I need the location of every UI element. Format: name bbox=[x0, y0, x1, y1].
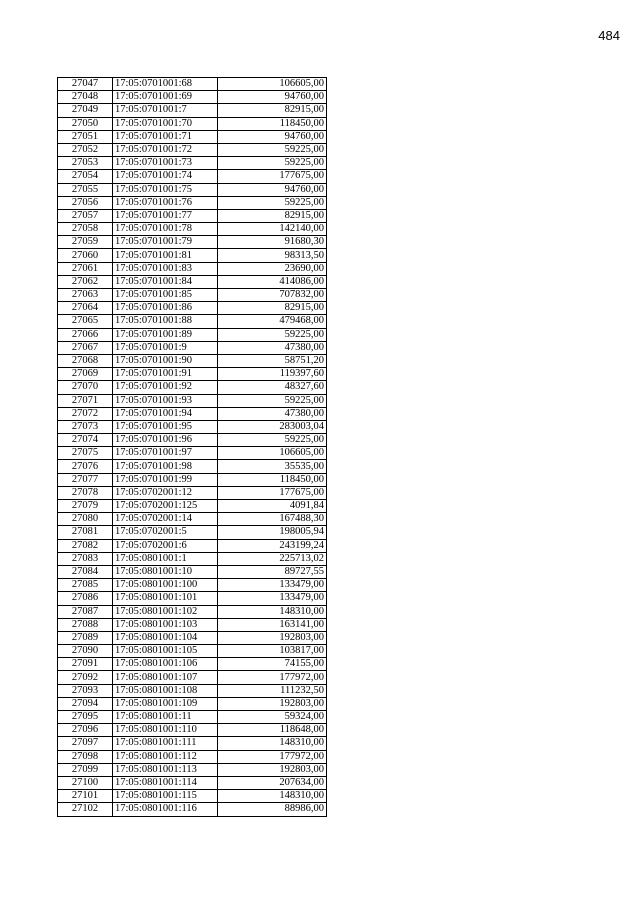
cadastral-number-cell: 17:05:0801001:106 bbox=[113, 658, 218, 671]
row-number-cell: 27089 bbox=[58, 631, 113, 644]
table-row bbox=[58, 170, 327, 183]
cadastral-number-cell: 17:05:0701001:70 bbox=[113, 117, 218, 130]
row-number-cell: 27050 bbox=[58, 117, 113, 130]
cadastral-number-cell: 17:05:0701001:95 bbox=[113, 420, 218, 433]
row-number-cell: 27094 bbox=[58, 697, 113, 710]
value-cell: 198005,94 bbox=[218, 526, 327, 539]
cadastral-number-cell: 17:05:0701001:7 bbox=[113, 104, 218, 117]
value-cell: 167488,30 bbox=[218, 513, 327, 526]
table-row bbox=[58, 236, 327, 249]
table-row bbox=[58, 592, 327, 605]
cadastral-number-cell: 17:05:0701001:74 bbox=[113, 170, 218, 183]
table-row bbox=[58, 803, 327, 816]
row-number-cell: 27091 bbox=[58, 658, 113, 671]
cadastral-number-cell: 17:05:0701001:94 bbox=[113, 407, 218, 420]
table-row bbox=[58, 420, 327, 433]
cadastral-number-cell: 17:05:0801001:112 bbox=[113, 750, 218, 763]
cadastral-number-cell: 17:05:0701001:71 bbox=[113, 130, 218, 143]
cadastral-number-cell: 17:05:0701001:91 bbox=[113, 368, 218, 381]
table-row bbox=[58, 618, 327, 631]
table-row bbox=[58, 486, 327, 499]
value-cell: 118450,00 bbox=[218, 117, 327, 130]
cadastral-value-table bbox=[57, 77, 327, 817]
cadastral-number-cell: 17:05:0801001:109 bbox=[113, 697, 218, 710]
table-row bbox=[58, 183, 327, 196]
cadastral-number-cell: 17:05:0701001:72 bbox=[113, 143, 218, 156]
row-number-cell: 27071 bbox=[58, 394, 113, 407]
value-cell: 4091,84 bbox=[218, 500, 327, 513]
cadastral-number-cell: 17:05:0701001:68 bbox=[113, 78, 218, 91]
row-number-cell: 27084 bbox=[58, 565, 113, 578]
table-row bbox=[58, 78, 327, 91]
cadastral-number-cell: 17:05:0801001:107 bbox=[113, 671, 218, 684]
value-cell: 225713,02 bbox=[218, 552, 327, 565]
table-row bbox=[58, 750, 327, 763]
table-row bbox=[58, 763, 327, 776]
value-cell: 111232,50 bbox=[218, 684, 327, 697]
value-cell: 94760,00 bbox=[218, 130, 327, 143]
cadastral-number-cell: 17:05:0701001:98 bbox=[113, 460, 218, 473]
cadastral-number-cell: 17:05:0701001:75 bbox=[113, 183, 218, 196]
row-number-cell: 27099 bbox=[58, 763, 113, 776]
cadastral-number-cell: 17:05:0701001:89 bbox=[113, 328, 218, 341]
table-row bbox=[58, 289, 327, 302]
row-number-cell: 27063 bbox=[58, 289, 113, 302]
table-row bbox=[58, 526, 327, 539]
table-row bbox=[58, 684, 327, 697]
table-row bbox=[58, 328, 327, 341]
table-row bbox=[58, 565, 327, 578]
table-row bbox=[58, 658, 327, 671]
table-row bbox=[58, 447, 327, 460]
cadastral-number-cell: 17:05:0801001:108 bbox=[113, 684, 218, 697]
cadastral-number-cell: 17:05:0701001:78 bbox=[113, 223, 218, 236]
value-cell: 59225,00 bbox=[218, 434, 327, 447]
row-number-cell: 27077 bbox=[58, 473, 113, 486]
row-number-cell: 27079 bbox=[58, 500, 113, 513]
cadastral-number-cell: 17:05:0701001:86 bbox=[113, 302, 218, 315]
cadastral-number-cell: 17:05:0701001:69 bbox=[113, 91, 218, 104]
value-cell: 91680,30 bbox=[218, 236, 327, 249]
row-number-cell: 27052 bbox=[58, 143, 113, 156]
row-number-cell: 27062 bbox=[58, 275, 113, 288]
value-cell: 177675,00 bbox=[218, 170, 327, 183]
value-cell: 177972,00 bbox=[218, 750, 327, 763]
value-cell: 59225,00 bbox=[218, 196, 327, 209]
cadastral-number-cell: 17:05:0702001:5 bbox=[113, 526, 218, 539]
value-cell: 82915,00 bbox=[218, 104, 327, 117]
row-number-cell: 27049 bbox=[58, 104, 113, 117]
value-cell: 47380,00 bbox=[218, 341, 327, 354]
cadastral-number-cell: 17:05:0801001:105 bbox=[113, 645, 218, 658]
value-cell: 35535,00 bbox=[218, 460, 327, 473]
value-cell: 142140,00 bbox=[218, 223, 327, 236]
table-row bbox=[58, 275, 327, 288]
row-number-cell: 27078 bbox=[58, 486, 113, 499]
row-number-cell: 27095 bbox=[58, 711, 113, 724]
table-row bbox=[58, 394, 327, 407]
row-number-cell: 27072 bbox=[58, 407, 113, 420]
table-row bbox=[58, 249, 327, 262]
cadastral-number-cell: 17:05:0701001:97 bbox=[113, 447, 218, 460]
cadastral-number-cell: 17:05:0701001:92 bbox=[113, 381, 218, 394]
table-row bbox=[58, 143, 327, 156]
row-number-cell: 27073 bbox=[58, 420, 113, 433]
cadastral-number-cell: 17:05:0701001:90 bbox=[113, 354, 218, 367]
value-cell: 89727,55 bbox=[218, 565, 327, 578]
table-row bbox=[58, 500, 327, 513]
table-row bbox=[58, 513, 327, 526]
row-number-cell: 27053 bbox=[58, 157, 113, 170]
table-row bbox=[58, 262, 327, 275]
table-row bbox=[58, 790, 327, 803]
cadastral-number-cell: 17:05:0702001:6 bbox=[113, 539, 218, 552]
cadastral-number-cell: 17:05:0801001:101 bbox=[113, 592, 218, 605]
value-cell: 479468,00 bbox=[218, 315, 327, 328]
row-number-cell: 27076 bbox=[58, 460, 113, 473]
value-cell: 98313,50 bbox=[218, 249, 327, 262]
row-number-cell: 27083 bbox=[58, 552, 113, 565]
value-cell: 243199,24 bbox=[218, 539, 327, 552]
row-number-cell: 27061 bbox=[58, 262, 113, 275]
value-cell: 118450,00 bbox=[218, 473, 327, 486]
row-number-cell: 27081 bbox=[58, 526, 113, 539]
value-cell: 58751,20 bbox=[218, 354, 327, 367]
value-cell: 59225,00 bbox=[218, 394, 327, 407]
value-cell: 94760,00 bbox=[218, 183, 327, 196]
row-number-cell: 27054 bbox=[58, 170, 113, 183]
table-row bbox=[58, 354, 327, 367]
value-cell: 148310,00 bbox=[218, 737, 327, 750]
table-row bbox=[58, 552, 327, 565]
value-cell: 103817,00 bbox=[218, 645, 327, 658]
row-number-cell: 27055 bbox=[58, 183, 113, 196]
cadastral-number-cell: 17:05:0701001:85 bbox=[113, 289, 218, 302]
cadastral-number-cell: 17:05:0701001:88 bbox=[113, 315, 218, 328]
cadastral-number-cell: 17:05:0801001:116 bbox=[113, 803, 218, 816]
table-row bbox=[58, 315, 327, 328]
cadastral-number-cell: 17:05:0801001:111 bbox=[113, 737, 218, 750]
row-number-cell: 27080 bbox=[58, 513, 113, 526]
row-number-cell: 27065 bbox=[58, 315, 113, 328]
row-number-cell: 27100 bbox=[58, 776, 113, 789]
value-cell: 59324,00 bbox=[218, 711, 327, 724]
page-number: 484 bbox=[598, 28, 620, 43]
table-row bbox=[58, 605, 327, 618]
row-number-cell: 27097 bbox=[58, 737, 113, 750]
table-row bbox=[58, 434, 327, 447]
value-cell: 59225,00 bbox=[218, 143, 327, 156]
cadastral-number-cell: 17:05:0701001:84 bbox=[113, 275, 218, 288]
table-row bbox=[58, 130, 327, 143]
cadastral-number-cell: 17:05:0801001:103 bbox=[113, 618, 218, 631]
value-cell: 94760,00 bbox=[218, 91, 327, 104]
row-number-cell: 27075 bbox=[58, 447, 113, 460]
row-number-cell: 27098 bbox=[58, 750, 113, 763]
value-cell: 82915,00 bbox=[218, 302, 327, 315]
table-row bbox=[58, 381, 327, 394]
table-row bbox=[58, 302, 327, 315]
row-number-cell: 27096 bbox=[58, 724, 113, 737]
row-number-cell: 27059 bbox=[58, 236, 113, 249]
table-row bbox=[58, 104, 327, 117]
cadastral-number-cell: 17:05:0701001:77 bbox=[113, 209, 218, 222]
cadastral-number-cell: 17:05:0701001:83 bbox=[113, 262, 218, 275]
row-number-cell: 27057 bbox=[58, 209, 113, 222]
cadastral-number-cell: 17:05:0801001:100 bbox=[113, 579, 218, 592]
value-cell: 414086,00 bbox=[218, 275, 327, 288]
value-cell: 119397,60 bbox=[218, 368, 327, 381]
value-cell: 82915,00 bbox=[218, 209, 327, 222]
cadastral-number-cell: 17:05:0801001:104 bbox=[113, 631, 218, 644]
row-number-cell: 27092 bbox=[58, 671, 113, 684]
table-row bbox=[58, 117, 327, 130]
table-row bbox=[58, 631, 327, 644]
value-cell: 207634,00 bbox=[218, 776, 327, 789]
table-row bbox=[58, 196, 327, 209]
value-cell: 192803,00 bbox=[218, 763, 327, 776]
value-cell: 118648,00 bbox=[218, 724, 327, 737]
row-number-cell: 27060 bbox=[58, 249, 113, 262]
table-row bbox=[58, 209, 327, 222]
value-cell: 59225,00 bbox=[218, 328, 327, 341]
value-cell: 148310,00 bbox=[218, 790, 327, 803]
cadastral-number-cell: 17:05:0702001:14 bbox=[113, 513, 218, 526]
value-cell: 133479,00 bbox=[218, 592, 327, 605]
row-number-cell: 27056 bbox=[58, 196, 113, 209]
cadastral-number-cell: 17:05:0702001:125 bbox=[113, 500, 218, 513]
table-row bbox=[58, 737, 327, 750]
row-number-cell: 27058 bbox=[58, 223, 113, 236]
value-cell: 133479,00 bbox=[218, 579, 327, 592]
table-row bbox=[58, 724, 327, 737]
row-number-cell: 27069 bbox=[58, 368, 113, 381]
table-row bbox=[58, 157, 327, 170]
cadastral-number-cell: 17:05:0701001:76 bbox=[113, 196, 218, 209]
table-row bbox=[58, 711, 327, 724]
row-number-cell: 27101 bbox=[58, 790, 113, 803]
value-cell: 23690,00 bbox=[218, 262, 327, 275]
value-cell: 48327,60 bbox=[218, 381, 327, 394]
table-row bbox=[58, 539, 327, 552]
value-cell: 177675,00 bbox=[218, 486, 327, 499]
row-number-cell: 27086 bbox=[58, 592, 113, 605]
row-number-cell: 27066 bbox=[58, 328, 113, 341]
row-number-cell: 27067 bbox=[58, 341, 113, 354]
cadastral-number-cell: 17:05:0701001:96 bbox=[113, 434, 218, 447]
cadastral-number-cell: 17:05:0801001:10 bbox=[113, 565, 218, 578]
value-cell: 148310,00 bbox=[218, 605, 327, 618]
table-row bbox=[58, 91, 327, 104]
cadastral-number-cell: 17:05:0701001:93 bbox=[113, 394, 218, 407]
table-row bbox=[58, 473, 327, 486]
cadastral-number-cell: 17:05:0801001:102 bbox=[113, 605, 218, 618]
table-row bbox=[58, 579, 327, 592]
value-cell: 74155,00 bbox=[218, 658, 327, 671]
value-cell: 177972,00 bbox=[218, 671, 327, 684]
cadastral-number-cell: 17:05:0701001:73 bbox=[113, 157, 218, 170]
row-number-cell: 27082 bbox=[58, 539, 113, 552]
cadastral-number-cell: 17:05:0702001:12 bbox=[113, 486, 218, 499]
cadastral-number-cell: 17:05:0801001:110 bbox=[113, 724, 218, 737]
table-row bbox=[58, 341, 327, 354]
table-row bbox=[58, 645, 327, 658]
row-number-cell: 27070 bbox=[58, 381, 113, 394]
table-body bbox=[58, 78, 327, 817]
row-number-cell: 27090 bbox=[58, 645, 113, 658]
value-cell: 707832,00 bbox=[218, 289, 327, 302]
table-row bbox=[58, 697, 327, 710]
row-number-cell: 27085 bbox=[58, 579, 113, 592]
table-row bbox=[58, 460, 327, 473]
value-cell: 106605,00 bbox=[218, 78, 327, 91]
value-cell: 192803,00 bbox=[218, 697, 327, 710]
row-number-cell: 27087 bbox=[58, 605, 113, 618]
row-number-cell: 27074 bbox=[58, 434, 113, 447]
row-number-cell: 27093 bbox=[58, 684, 113, 697]
row-number-cell: 27088 bbox=[58, 618, 113, 631]
table-row bbox=[58, 223, 327, 236]
table-row bbox=[58, 407, 327, 420]
cadastral-number-cell: 17:05:0701001:81 bbox=[113, 249, 218, 262]
cadastral-number-cell: 17:05:0801001:11 bbox=[113, 711, 218, 724]
value-cell: 59225,00 bbox=[218, 157, 327, 170]
value-cell: 47380,00 bbox=[218, 407, 327, 420]
table-row bbox=[58, 776, 327, 789]
cadastral-number-cell: 17:05:0801001:113 bbox=[113, 763, 218, 776]
table-row bbox=[58, 368, 327, 381]
table-row bbox=[58, 671, 327, 684]
value-cell: 163141,00 bbox=[218, 618, 327, 631]
row-number-cell: 27068 bbox=[58, 354, 113, 367]
cadastral-number-cell: 17:05:0801001:114 bbox=[113, 776, 218, 789]
row-number-cell: 27051 bbox=[58, 130, 113, 143]
cadastral-number-cell: 17:05:0701001:79 bbox=[113, 236, 218, 249]
value-cell: 88986,00 bbox=[218, 803, 327, 816]
value-cell: 192803,00 bbox=[218, 631, 327, 644]
row-number-cell: 27064 bbox=[58, 302, 113, 315]
cadastral-number-cell: 17:05:0801001:1 bbox=[113, 552, 218, 565]
value-cell: 283003,04 bbox=[218, 420, 327, 433]
row-number-cell: 27048 bbox=[58, 91, 113, 104]
cadastral-number-cell: 17:05:0801001:115 bbox=[113, 790, 218, 803]
row-number-cell: 27047 bbox=[58, 78, 113, 91]
value-cell: 106605,00 bbox=[218, 447, 327, 460]
row-number-cell: 27102 bbox=[58, 803, 113, 816]
cadastral-number-cell: 17:05:0701001:9 bbox=[113, 341, 218, 354]
cadastral-number-cell: 17:05:0701001:99 bbox=[113, 473, 218, 486]
